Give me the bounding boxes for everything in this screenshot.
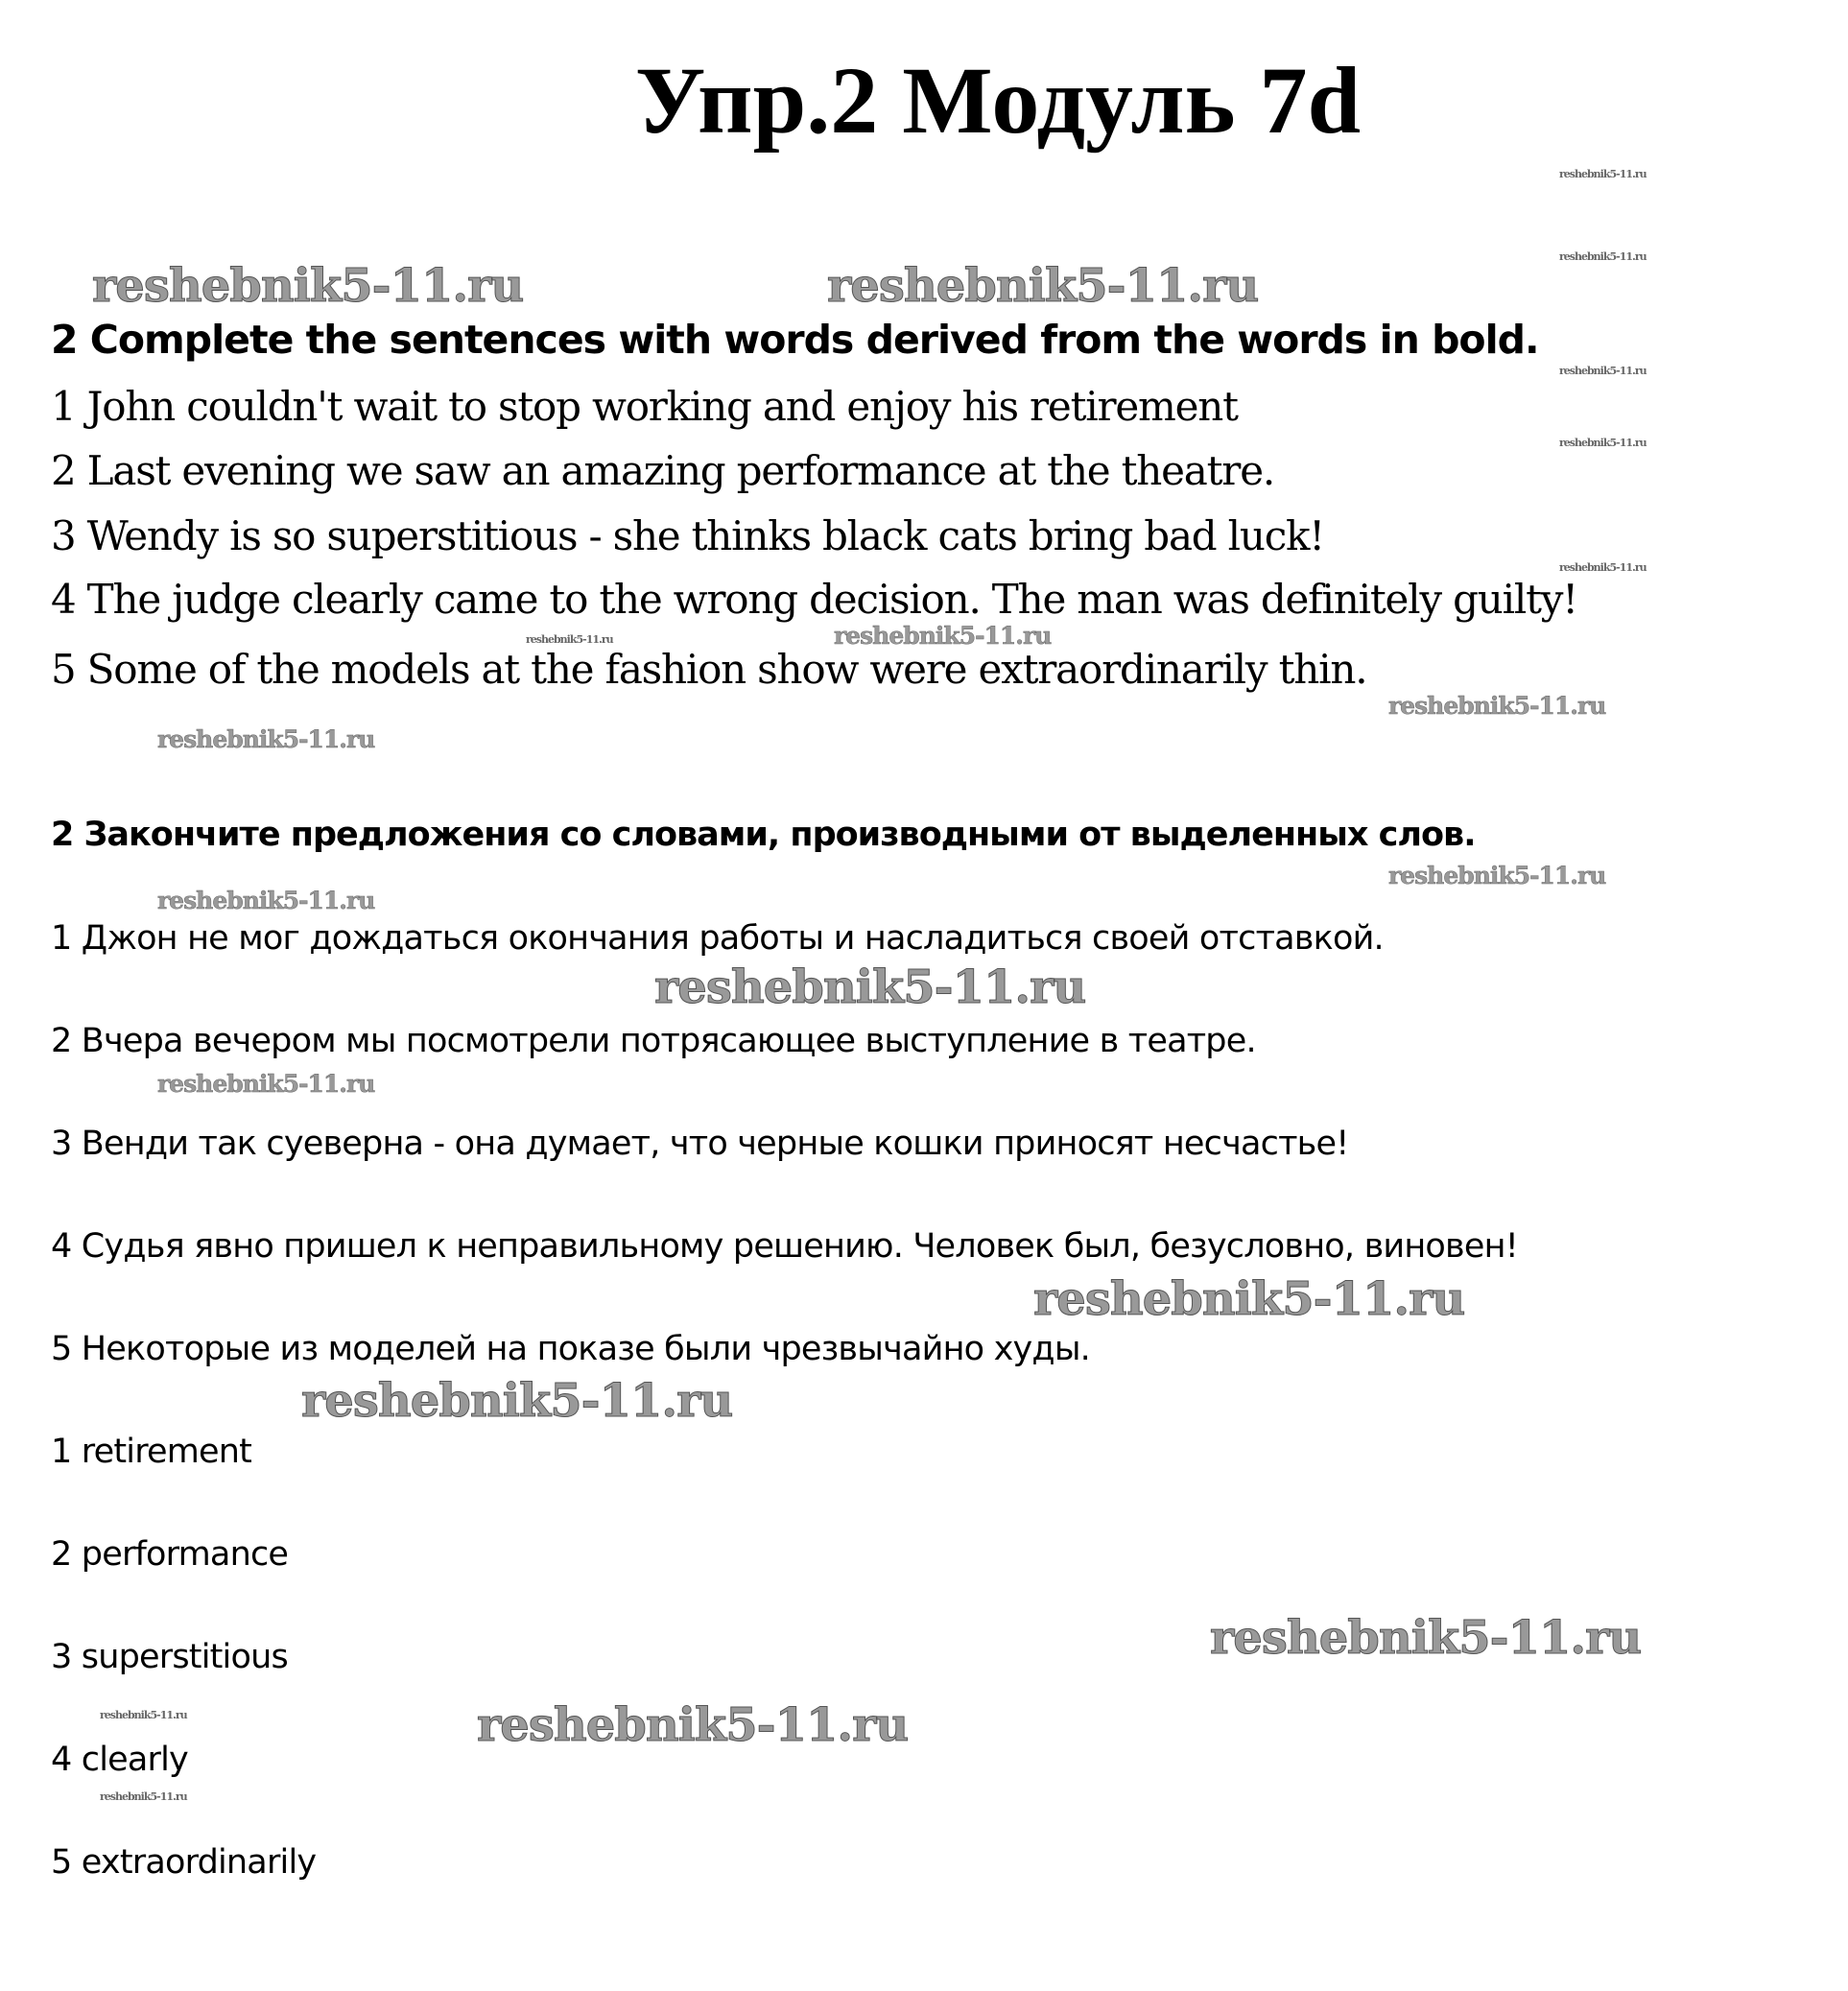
- english-heading: 2 Complete the sentences with words derived from the words in bold.: [51, 317, 1539, 363]
- watermark: reshebnik5-11.ru: [92, 259, 524, 313]
- watermark: reshebnik5-11.ru: [157, 1070, 375, 1098]
- watermark: reshebnik5-11.ru: [1559, 250, 1647, 263]
- english-sentence: 5 Some of the models at the fashion show were extraordinarily thin.: [51, 646, 1367, 693]
- english-sentence: 1 John couldn't wait to stop working and enjoy his retirement: [51, 383, 1238, 430]
- watermark: reshebnik5-11.ru: [1388, 862, 1606, 889]
- watermark: reshebnik5-11.ru: [157, 725, 375, 753]
- watermark: reshebnik5-11.ru: [157, 887, 375, 914]
- answer: 1 retirement: [51, 1433, 252, 1471]
- russian-sentence: 5 Некоторые из моделей на показе были чрезвычайно худы.: [51, 1330, 1090, 1368]
- watermark: reshebnik5-11.ru: [301, 1374, 733, 1428]
- watermark: reshebnik5-11.ru: [654, 960, 1086, 1014]
- answer: 4 clearly: [51, 1741, 188, 1779]
- english-sentence: 4 The judge clearly came to the wrong decision. The man was definitely guilty!: [51, 576, 1577, 623]
- watermark: reshebnik5-11.ru: [1210, 1611, 1642, 1665]
- russian-sentence: 3 Венди так суеверна - она думает, что черные кошки приносят несчастье!: [51, 1125, 1349, 1163]
- answer: 2 performance: [51, 1535, 289, 1574]
- watermark: reshebnik5-11.ru: [827, 259, 1259, 313]
- watermark: reshebnik5-11.ru: [477, 1698, 909, 1752]
- english-sentence: 2 Last evening we saw an amazing performance at the theatre.: [51, 447, 1274, 494]
- watermark: reshebnik5-11.ru: [100, 1790, 187, 1803]
- watermark: reshebnik5-11.ru: [1033, 1272, 1465, 1326]
- russian-sentence: 1 Джон не мог дождаться окончания работы и насладиться своей отставкой.: [51, 919, 1384, 958]
- answer: 3 superstitious: [51, 1638, 288, 1676]
- page-title: Упр.2 Модуль 7d: [634, 47, 1362, 154]
- watermark: reshebnik5-11.ru: [1559, 365, 1647, 377]
- answer: 5 extraordinarily: [51, 1843, 317, 1882]
- watermark: reshebnik5-11.ru: [1559, 561, 1647, 574]
- watermark: reshebnik5-11.ru: [834, 622, 1052, 650]
- watermark: reshebnik5-11.ru: [1388, 692, 1606, 720]
- watermark: reshebnik5-11.ru: [1559, 437, 1647, 449]
- english-sentence: 3 Wendy is so superstitious - she thinks black cats bring bad luck!: [51, 512, 1324, 559]
- russian-heading: 2 Закончите предложения со словами, производными от выделенных слов.: [51, 816, 1476, 854]
- watermark: reshebnik5-11.ru: [526, 633, 613, 646]
- watermark: reshebnik5-11.ru: [1559, 168, 1647, 180]
- russian-sentence: 2 Вчера вечером мы посмотрели потрясающее выступление в театре.: [51, 1022, 1256, 1060]
- watermark: reshebnik5-11.ru: [100, 1709, 187, 1721]
- russian-sentence: 4 Судья явно пришел к неправильному решению. Человек был, безусловно, виновен!: [51, 1227, 1518, 1266]
